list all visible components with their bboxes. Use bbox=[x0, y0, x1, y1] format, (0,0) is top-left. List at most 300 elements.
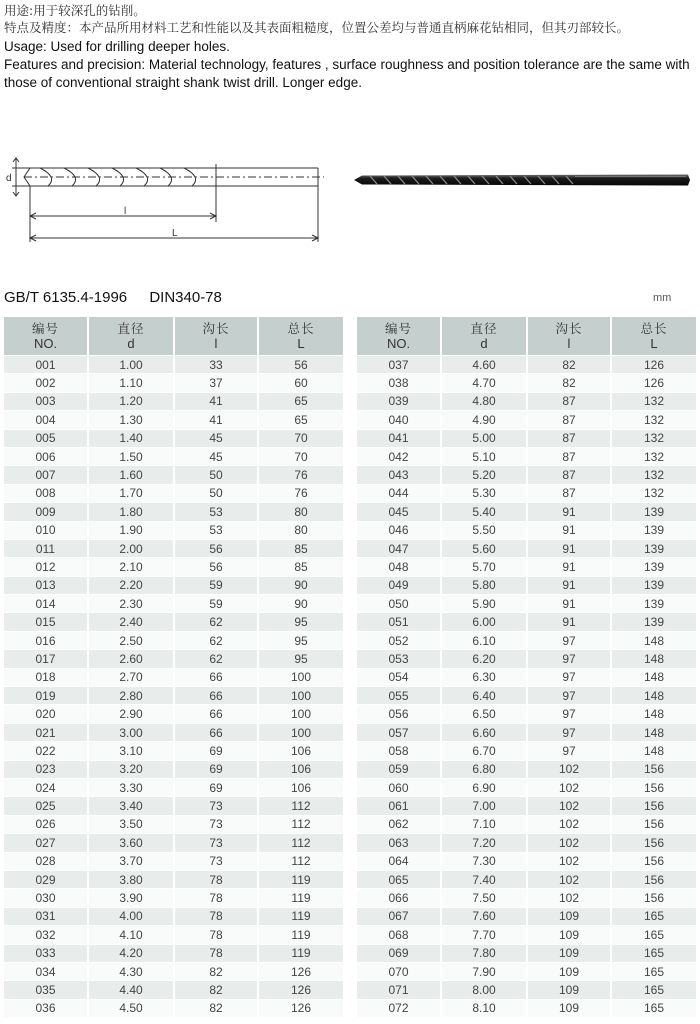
cell-flute-length: 109 bbox=[527, 907, 611, 925]
cell-overall-length: 148 bbox=[611, 742, 696, 760]
cell-no: 007 bbox=[4, 466, 88, 484]
cell-no: 053 bbox=[357, 650, 441, 668]
table-row bbox=[4, 411, 343, 429]
unit-label: mm bbox=[653, 292, 672, 304]
cell-overall-length: 100 bbox=[258, 723, 343, 741]
cell-flute-length: 102 bbox=[527, 889, 611, 907]
cell-diameter: 5.20 bbox=[441, 466, 527, 484]
cell-diameter: 3.20 bbox=[88, 760, 174, 778]
cell-diameter: 3.30 bbox=[88, 778, 174, 796]
cell-no: 015 bbox=[4, 613, 88, 631]
spec-table-right bbox=[357, 317, 696, 1017]
table-row bbox=[4, 815, 343, 833]
cell-diameter: 2.90 bbox=[88, 705, 174, 723]
table-row bbox=[357, 705, 696, 723]
cell-no: 036 bbox=[4, 999, 88, 1017]
cell-flute-length: 91 bbox=[527, 503, 611, 521]
cell-flute-length: 109 bbox=[527, 926, 611, 944]
cell-diameter: 6.50 bbox=[441, 705, 527, 723]
cell-flute-length: 102 bbox=[527, 852, 611, 870]
cell-no: 065 bbox=[357, 870, 441, 888]
cell-no: 033 bbox=[4, 944, 88, 962]
cell-overall-length: 106 bbox=[258, 760, 343, 778]
cell-diameter: 5.60 bbox=[441, 539, 527, 557]
table-row bbox=[357, 889, 696, 907]
table-row bbox=[4, 687, 343, 705]
cell-diameter: 4.50 bbox=[88, 999, 174, 1017]
table-row bbox=[4, 889, 343, 907]
cell-diameter: 3.00 bbox=[88, 723, 174, 741]
cell-no: 059 bbox=[357, 760, 441, 778]
table-row bbox=[357, 852, 696, 870]
table-row bbox=[4, 834, 343, 852]
cell-no: 028 bbox=[4, 852, 88, 870]
cell-diameter: 6.90 bbox=[441, 778, 527, 796]
cell-no: 047 bbox=[357, 539, 441, 557]
cell-overall-length: 119 bbox=[258, 870, 343, 888]
cell-no: 002 bbox=[4, 374, 88, 392]
cell-overall-length: 165 bbox=[611, 926, 696, 944]
cell-no: 041 bbox=[357, 429, 441, 447]
cell-flute-length: 62 bbox=[174, 650, 258, 668]
table-row bbox=[357, 429, 696, 447]
table-row bbox=[357, 962, 696, 980]
table-row bbox=[357, 650, 696, 668]
cell-flute-length: 69 bbox=[174, 742, 258, 760]
cell-flute-length: 82 bbox=[527, 356, 611, 374]
cell-diameter: 2.80 bbox=[88, 687, 174, 705]
cell-flute-length: 102 bbox=[527, 778, 611, 796]
table-row bbox=[357, 595, 696, 613]
table-row bbox=[357, 356, 696, 374]
header-overall-length: 总长 L bbox=[258, 317, 343, 356]
cell-overall-length: 90 bbox=[258, 595, 343, 613]
diagram-label-l: l bbox=[124, 206, 127, 217]
diagram-label-d: d bbox=[6, 173, 12, 184]
cell-flute-length: 91 bbox=[527, 539, 611, 557]
cell-overall-length: 165 bbox=[611, 944, 696, 962]
cell-flute-length: 91 bbox=[527, 576, 611, 594]
cell-diameter: 7.60 bbox=[441, 907, 527, 925]
cell-overall-length: 132 bbox=[611, 466, 696, 484]
cell-overall-length: 76 bbox=[258, 466, 343, 484]
header-diameter: 直径 d bbox=[88, 317, 174, 356]
cell-no: 029 bbox=[4, 870, 88, 888]
cell-no: 045 bbox=[357, 503, 441, 521]
table-header-row bbox=[357, 317, 696, 356]
cell-no: 062 bbox=[357, 815, 441, 833]
cell-flute-length: 97 bbox=[527, 723, 611, 741]
cell-overall-length: 156 bbox=[611, 889, 696, 907]
cell-overall-length: 132 bbox=[611, 447, 696, 465]
cell-diameter: 3.40 bbox=[88, 797, 174, 815]
cell-diameter: 3.60 bbox=[88, 834, 174, 852]
cell-overall-length: 165 bbox=[611, 981, 696, 999]
cell-overall-length: 139 bbox=[611, 503, 696, 521]
cell-no: 027 bbox=[4, 834, 88, 852]
cell-diameter: 5.80 bbox=[441, 576, 527, 594]
cell-no: 020 bbox=[4, 705, 88, 723]
table-row bbox=[4, 999, 343, 1017]
diagram-label-L: L bbox=[172, 228, 178, 239]
cell-flute-length: 87 bbox=[527, 466, 611, 484]
cell-diameter: 4.20 bbox=[88, 944, 174, 962]
cell-overall-length: 95 bbox=[258, 631, 343, 649]
table-row bbox=[4, 981, 343, 999]
cell-flute-length: 53 bbox=[174, 503, 258, 521]
cell-overall-length: 156 bbox=[611, 870, 696, 888]
cell-overall-length: 126 bbox=[258, 999, 343, 1017]
cell-diameter: 3.70 bbox=[88, 852, 174, 870]
cell-no: 021 bbox=[4, 723, 88, 741]
cell-no: 063 bbox=[357, 834, 441, 852]
cell-overall-length: 126 bbox=[611, 374, 696, 392]
cell-diameter: 1.80 bbox=[88, 503, 174, 521]
usage-cn: 用途:用于较深孔的钻削。 bbox=[4, 3, 146, 18]
table-row bbox=[357, 834, 696, 852]
table-row bbox=[4, 926, 343, 944]
cell-no: 056 bbox=[357, 705, 441, 723]
table-row bbox=[357, 981, 696, 999]
cell-diameter: 6.10 bbox=[441, 631, 527, 649]
cell-no: 016 bbox=[4, 631, 88, 649]
cell-flute-length: 109 bbox=[527, 999, 611, 1017]
cell-overall-length: 56 bbox=[258, 356, 343, 374]
cell-diameter: 6.30 bbox=[441, 668, 527, 686]
cell-diameter: 2.60 bbox=[88, 650, 174, 668]
cell-overall-length: 139 bbox=[611, 539, 696, 557]
cell-flute-length: 66 bbox=[174, 705, 258, 723]
cell-no: 011 bbox=[4, 539, 88, 557]
cell-no: 025 bbox=[4, 797, 88, 815]
cell-flute-length: 41 bbox=[174, 392, 258, 410]
cell-no: 048 bbox=[357, 558, 441, 576]
cell-diameter: 6.60 bbox=[441, 723, 527, 741]
cell-no: 018 bbox=[4, 668, 88, 686]
table-row bbox=[357, 631, 696, 649]
cell-diameter: 1.40 bbox=[88, 429, 174, 447]
cell-flute-length: 87 bbox=[527, 411, 611, 429]
table-row bbox=[4, 447, 343, 465]
cell-overall-length: 148 bbox=[611, 631, 696, 649]
table-row bbox=[4, 742, 343, 760]
table-row bbox=[357, 907, 696, 925]
standard-din: DIN340-78 bbox=[149, 289, 222, 306]
table-row bbox=[4, 484, 343, 502]
cell-flute-length: 78 bbox=[174, 870, 258, 888]
cell-diameter: 5.90 bbox=[441, 595, 527, 613]
cell-flute-length: 73 bbox=[174, 834, 258, 852]
cell-flute-length: 62 bbox=[174, 631, 258, 649]
cell-flute-length: 91 bbox=[527, 613, 611, 631]
cell-overall-length: 112 bbox=[258, 797, 343, 815]
cell-overall-length: 112 bbox=[258, 834, 343, 852]
table-row bbox=[357, 797, 696, 815]
spec-table-left bbox=[4, 317, 343, 1017]
cell-overall-length: 132 bbox=[611, 392, 696, 410]
cell-no: 022 bbox=[4, 742, 88, 760]
cell-no: 023 bbox=[4, 760, 88, 778]
cell-flute-length: 73 bbox=[174, 852, 258, 870]
cell-diameter: 4.90 bbox=[441, 411, 527, 429]
cell-overall-length: 156 bbox=[611, 760, 696, 778]
cell-diameter: 7.40 bbox=[441, 870, 527, 888]
cell-overall-length: 139 bbox=[611, 558, 696, 576]
cell-overall-length: 70 bbox=[258, 429, 343, 447]
table-row bbox=[357, 539, 696, 557]
cell-no: 057 bbox=[357, 723, 441, 741]
cell-overall-length: 70 bbox=[258, 447, 343, 465]
cell-flute-length: 97 bbox=[527, 650, 611, 668]
cell-diameter: 8.00 bbox=[441, 981, 527, 999]
cell-no: 040 bbox=[357, 411, 441, 429]
cell-diameter: 5.00 bbox=[441, 429, 527, 447]
cell-flute-length: 87 bbox=[527, 447, 611, 465]
cell-no: 055 bbox=[357, 687, 441, 705]
cell-overall-length: 132 bbox=[611, 411, 696, 429]
cell-no: 031 bbox=[4, 907, 88, 925]
table-row bbox=[357, 742, 696, 760]
cell-overall-length: 126 bbox=[258, 962, 343, 980]
cell-overall-length: 100 bbox=[258, 705, 343, 723]
table-row bbox=[357, 760, 696, 778]
table-row bbox=[357, 484, 696, 502]
cell-flute-length: 69 bbox=[174, 778, 258, 796]
table-row bbox=[4, 797, 343, 815]
table-row bbox=[357, 870, 696, 888]
table-row bbox=[4, 907, 343, 925]
cell-flute-length: 102 bbox=[527, 815, 611, 833]
cell-flute-length: 73 bbox=[174, 815, 258, 833]
intro-text bbox=[4, 2, 696, 92]
table-row bbox=[4, 631, 343, 649]
cell-diameter: 5.30 bbox=[441, 484, 527, 502]
table-row bbox=[357, 466, 696, 484]
drill-dimension-diagram bbox=[0, 150, 340, 250]
cell-flute-length: 45 bbox=[174, 429, 258, 447]
cell-overall-length: 139 bbox=[611, 595, 696, 613]
cell-flute-length: 109 bbox=[527, 981, 611, 999]
cell-diameter: 6.40 bbox=[441, 687, 527, 705]
cell-overall-length: 76 bbox=[258, 484, 343, 502]
cell-no: 032 bbox=[4, 926, 88, 944]
cell-flute-length: 66 bbox=[174, 687, 258, 705]
cell-overall-length: 85 bbox=[258, 539, 343, 557]
cell-overall-length: 132 bbox=[611, 484, 696, 502]
cell-no: 061 bbox=[357, 797, 441, 815]
standard-gbt: GB/T 6135.4-1996 bbox=[4, 289, 128, 306]
cell-no: 066 bbox=[357, 889, 441, 907]
cell-no: 014 bbox=[4, 595, 88, 613]
cell-overall-length: 65 bbox=[258, 392, 343, 410]
cell-diameter: 6.80 bbox=[441, 760, 527, 778]
cell-overall-length: 165 bbox=[611, 907, 696, 925]
header-no: 编号 NO. bbox=[357, 317, 441, 356]
cell-overall-length: 156 bbox=[611, 852, 696, 870]
cell-diameter: 5.40 bbox=[441, 503, 527, 521]
table-row bbox=[4, 595, 343, 613]
cell-overall-length: 106 bbox=[258, 778, 343, 796]
table-row bbox=[4, 852, 343, 870]
cell-flute-length: 102 bbox=[527, 834, 611, 852]
cell-flute-length: 56 bbox=[174, 558, 258, 576]
table-row bbox=[4, 521, 343, 539]
cell-overall-length: 148 bbox=[611, 723, 696, 741]
table-row bbox=[357, 521, 696, 539]
cell-flute-length: 87 bbox=[527, 429, 611, 447]
cell-flute-length: 91 bbox=[527, 595, 611, 613]
features-cn: 特点及精度：本产品所用材料工艺和性能以及其表面粗糙度，位置公差均与普通直柄麻花钻相同，但其刃部较长。 bbox=[4, 20, 630, 35]
cell-flute-length: 102 bbox=[527, 760, 611, 778]
table-row bbox=[4, 668, 343, 686]
cell-no: 043 bbox=[357, 466, 441, 484]
table-row bbox=[357, 374, 696, 392]
table-row bbox=[4, 576, 343, 594]
cell-diameter: 1.30 bbox=[88, 411, 174, 429]
cell-no: 070 bbox=[357, 962, 441, 980]
cell-overall-length: 80 bbox=[258, 521, 343, 539]
cell-diameter: 4.70 bbox=[441, 374, 527, 392]
features-en: Features and precision: Material technology, features , surface roughness and position tolerance are the same with those of conventional straight shank twist drill. Longer edge. bbox=[4, 57, 690, 90]
table-row bbox=[357, 815, 696, 833]
usage-en: Usage: Used for drilling deeper holes. bbox=[4, 39, 230, 54]
table-row bbox=[357, 926, 696, 944]
cell-no: 024 bbox=[4, 778, 88, 796]
cell-flute-length: 37 bbox=[174, 374, 258, 392]
cell-diameter: 4.40 bbox=[88, 981, 174, 999]
table-row bbox=[357, 411, 696, 429]
cell-diameter: 7.00 bbox=[441, 797, 527, 815]
cell-flute-length: 53 bbox=[174, 521, 258, 539]
cell-diameter: 1.20 bbox=[88, 392, 174, 410]
cell-diameter: 5.10 bbox=[441, 447, 527, 465]
cell-no: 046 bbox=[357, 521, 441, 539]
cell-no: 064 bbox=[357, 852, 441, 870]
cell-flute-length: 91 bbox=[527, 521, 611, 539]
cell-flute-length: 109 bbox=[527, 962, 611, 980]
table-row bbox=[4, 760, 343, 778]
cell-overall-length: 60 bbox=[258, 374, 343, 392]
cell-flute-length: 82 bbox=[174, 981, 258, 999]
cell-flute-length: 87 bbox=[527, 484, 611, 502]
cell-no: 039 bbox=[357, 392, 441, 410]
cell-diameter: 3.80 bbox=[88, 870, 174, 888]
cell-flute-length: 82 bbox=[174, 962, 258, 980]
cell-no: 010 bbox=[4, 521, 88, 539]
cell-overall-length: 126 bbox=[611, 356, 696, 374]
cell-overall-length: 148 bbox=[611, 687, 696, 705]
cell-overall-length: 165 bbox=[611, 999, 696, 1017]
table-header-row bbox=[4, 317, 343, 356]
cell-no: 054 bbox=[357, 668, 441, 686]
cell-no: 012 bbox=[4, 558, 88, 576]
cell-no: 051 bbox=[357, 613, 441, 631]
cell-diameter: 1.00 bbox=[88, 356, 174, 374]
cell-overall-length: 119 bbox=[258, 907, 343, 925]
cell-no: 038 bbox=[357, 374, 441, 392]
header-diameter: 直径 d bbox=[441, 317, 527, 356]
cell-overall-length: 80 bbox=[258, 503, 343, 521]
cell-flute-length: 102 bbox=[527, 797, 611, 815]
cell-diameter: 7.70 bbox=[441, 926, 527, 944]
cell-flute-length: 97 bbox=[527, 668, 611, 686]
cell-overall-length: 65 bbox=[258, 411, 343, 429]
table-row bbox=[357, 687, 696, 705]
cell-flute-length: 59 bbox=[174, 576, 258, 594]
table-row bbox=[4, 503, 343, 521]
cell-no: 035 bbox=[4, 981, 88, 999]
cell-no: 030 bbox=[4, 889, 88, 907]
table-row bbox=[4, 723, 343, 741]
table-row bbox=[357, 503, 696, 521]
cell-no: 008 bbox=[4, 484, 88, 502]
standard-codes bbox=[4, 289, 222, 306]
table-row bbox=[357, 999, 696, 1017]
cell-diameter: 5.50 bbox=[441, 521, 527, 539]
cell-no: 052 bbox=[357, 631, 441, 649]
cell-diameter: 2.00 bbox=[88, 539, 174, 557]
table-row bbox=[357, 447, 696, 465]
table-row bbox=[357, 576, 696, 594]
cell-diameter: 7.30 bbox=[441, 852, 527, 870]
cell-overall-length: 119 bbox=[258, 926, 343, 944]
cell-diameter: 1.60 bbox=[88, 466, 174, 484]
cell-flute-length: 41 bbox=[174, 411, 258, 429]
cell-overall-length: 156 bbox=[611, 834, 696, 852]
cell-overall-length: 90 bbox=[258, 576, 343, 594]
cell-flute-length: 78 bbox=[174, 944, 258, 962]
cell-no: 026 bbox=[4, 815, 88, 833]
table-row bbox=[357, 613, 696, 631]
cell-overall-length: 148 bbox=[611, 705, 696, 723]
cell-overall-length: 156 bbox=[611, 797, 696, 815]
cell-no: 017 bbox=[4, 650, 88, 668]
cell-flute-length: 59 bbox=[174, 595, 258, 613]
cell-overall-length: 126 bbox=[258, 981, 343, 999]
cell-diameter: 3.10 bbox=[88, 742, 174, 760]
cell-flute-length: 73 bbox=[174, 797, 258, 815]
cell-diameter: 2.30 bbox=[88, 595, 174, 613]
cell-no: 034 bbox=[4, 962, 88, 980]
cell-diameter: 2.10 bbox=[88, 558, 174, 576]
cell-flute-length: 82 bbox=[174, 999, 258, 1017]
table-row bbox=[357, 944, 696, 962]
header-no: 编号 NO. bbox=[4, 317, 88, 356]
cell-diameter: 1.50 bbox=[88, 447, 174, 465]
table-row bbox=[357, 723, 696, 741]
cell-flute-length: 45 bbox=[174, 447, 258, 465]
cell-flute-length: 97 bbox=[527, 687, 611, 705]
cell-diameter: 2.40 bbox=[88, 613, 174, 631]
cell-flute-length: 78 bbox=[174, 889, 258, 907]
cell-diameter: 7.90 bbox=[441, 962, 527, 980]
table-row bbox=[4, 944, 343, 962]
table-row bbox=[4, 613, 343, 631]
cell-diameter: 7.20 bbox=[441, 834, 527, 852]
cell-no: 060 bbox=[357, 778, 441, 796]
cell-no: 044 bbox=[357, 484, 441, 502]
cell-no: 042 bbox=[357, 447, 441, 465]
cell-diameter: 5.70 bbox=[441, 558, 527, 576]
cell-diameter: 8.10 bbox=[441, 999, 527, 1017]
cell-diameter: 4.10 bbox=[88, 926, 174, 944]
cell-diameter: 6.70 bbox=[441, 742, 527, 760]
cell-flute-length: 109 bbox=[527, 944, 611, 962]
cell-diameter: 7.10 bbox=[441, 815, 527, 833]
cell-diameter: 2.70 bbox=[88, 668, 174, 686]
cell-no: 049 bbox=[357, 576, 441, 594]
cell-no: 067 bbox=[357, 907, 441, 925]
